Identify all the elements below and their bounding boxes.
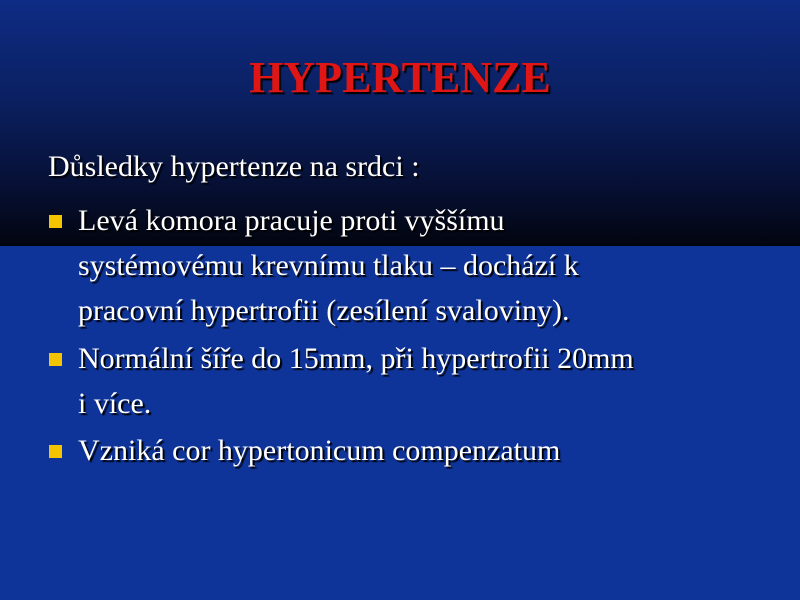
bullet-3-line-1: Vzniká cor hypertonicum compenzatum xyxy=(78,434,561,467)
bullet-2-line-1: Normální šíře do 15mm, při hypertrofii 20mm xyxy=(78,342,634,375)
bullet-1-line-2: systémovému krevnímu tlaku – dochází k xyxy=(78,249,579,282)
square-bullet-icon xyxy=(49,215,62,228)
bullet-1-line-1: Levá komora pracuje proti vyššímu xyxy=(78,204,505,237)
bullet-item-2 xyxy=(48,339,768,424)
slide-title: HYPERTENZE xyxy=(249,53,551,102)
bullet-item-1 xyxy=(48,201,768,327)
bullet-2-line-2: i více. xyxy=(78,387,152,420)
square-bullet-icon xyxy=(49,445,62,458)
bullet-1-line-3: pracovní hypertrofii (zesílení svaloviny). xyxy=(78,294,570,327)
bullet-item-3 xyxy=(48,431,768,471)
intro-text: Důsledky hypertenze na srdci : xyxy=(48,150,420,183)
square-bullet-icon xyxy=(49,353,62,366)
